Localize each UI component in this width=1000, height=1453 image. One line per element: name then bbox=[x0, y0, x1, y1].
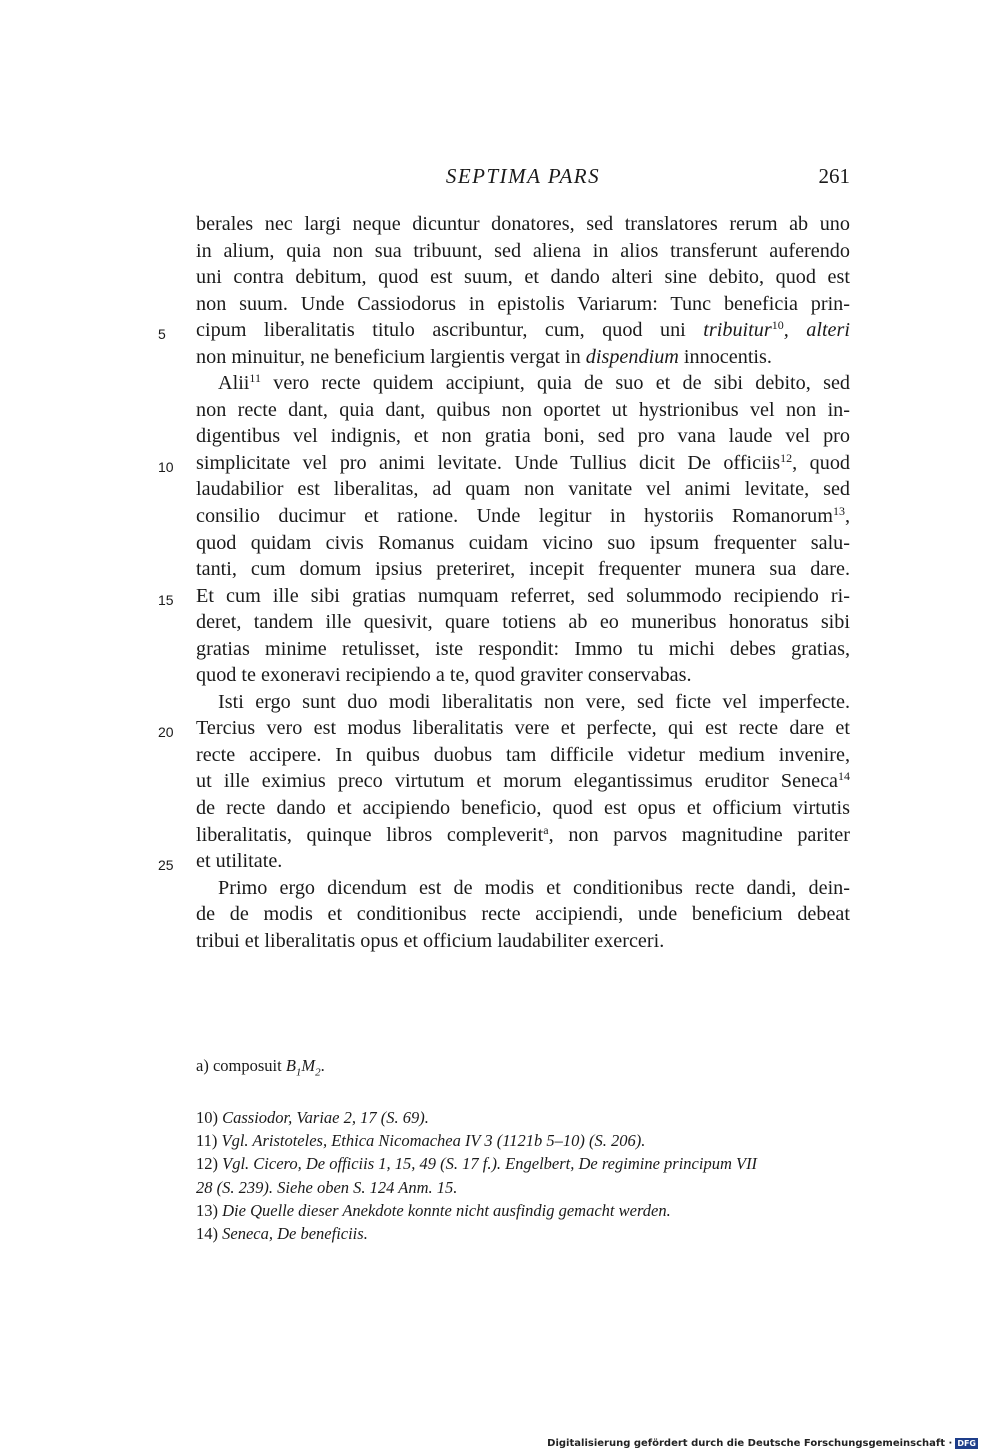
footnote-ref: 12 bbox=[780, 450, 793, 465]
footnote-ref: 11 bbox=[249, 371, 261, 386]
text-line bbox=[196, 556, 850, 583]
text-segment: , quod bbox=[792, 451, 851, 474]
text-line bbox=[196, 530, 850, 557]
text-line bbox=[196, 370, 850, 397]
text-line bbox=[158, 317, 850, 344]
italic-text: dispendium bbox=[585, 345, 679, 368]
footnote-number: 14) bbox=[196, 1224, 218, 1244]
text-segment: Primo ergo dicendum est de modis et conditionibus recte dandi, dein- bbox=[218, 876, 850, 899]
footnote-text: Vgl. Aristoteles, Ethica Nicomachea IV 3 (1121b 5–10) (S. 206). bbox=[221, 1131, 646, 1151]
footnote bbox=[196, 1152, 850, 1175]
italic-text: tribuitur bbox=[703, 319, 772, 342]
apparatus-siglum-1: B bbox=[285, 1056, 296, 1075]
apparatus-end: . bbox=[320, 1056, 325, 1075]
footnote bbox=[196, 1222, 850, 1245]
text-segment: Isti ergo sunt duo modi liberalitatis non vere, sed ficte vel imperfecte. bbox=[218, 690, 850, 713]
text-segment: non minuitur, ne beneficium largientis vergat in bbox=[196, 345, 586, 368]
footnote bbox=[196, 1129, 850, 1152]
text-line bbox=[196, 636, 850, 663]
text-segment: Alii bbox=[218, 372, 250, 395]
text-line bbox=[196, 264, 850, 291]
italic-text: , alteri bbox=[783, 319, 850, 342]
text-segment: liberalitatis, quinque libros compleverit bbox=[196, 823, 544, 846]
text-line bbox=[158, 715, 850, 742]
text-segment: , bbox=[844, 505, 850, 528]
text-line bbox=[196, 423, 850, 450]
text-segment: simplicitate vel pro animi levitate. Unde Tullius dicit De officiis bbox=[196, 451, 781, 474]
footnotes bbox=[196, 1106, 850, 1245]
text-segment: et utilitate. bbox=[196, 850, 283, 873]
text-segment: non recte dant, quia dant, quibus non oportet ut hystrionibus vel non in- bbox=[196, 398, 850, 421]
text-line bbox=[196, 344, 850, 371]
text-segment: uni contra debitum, quod est suum, et dando alteri sine debito, quod est bbox=[196, 266, 850, 289]
text-segment: in alium, quia non sua tribuunt, sed aliena in alios transferunt auferendo bbox=[196, 239, 850, 262]
footnote-number: 11) bbox=[196, 1131, 218, 1151]
dfg-logo: DFG bbox=[957, 1439, 976, 1448]
footnote-number: 12) bbox=[196, 1154, 218, 1174]
footnote-number: 13) bbox=[196, 1200, 218, 1220]
text-segment: tribui et liberalitatis opus et officium laudabiliter exerceri. bbox=[196, 929, 665, 952]
text-segment: innocentis. bbox=[678, 345, 772, 368]
text-segment: laudabilior est liberalitas, ad quam non vanitate vel animi levitate, sed bbox=[196, 478, 850, 501]
text-segment: gratias minime retulisset, iste respondit: Immo tu michi debes gratias, bbox=[196, 637, 850, 660]
text-segment: ut ille eximius preco virtutum et morum elegantissimus eruditor Seneca bbox=[196, 770, 838, 793]
text-line bbox=[196, 689, 850, 716]
text-segment: Tercius vero est modus liberalitatis vere et perfecte, qui est recte dare et bbox=[196, 717, 850, 740]
text-segment: berales nec largi neque dicuntur donatores, sed translatores rerum ab uno bbox=[196, 213, 850, 235]
text-line bbox=[196, 795, 850, 822]
footnote-ref: 14 bbox=[838, 769, 850, 784]
funding-text: Digitalisierung gefördert durch die Deutsche Forschungsgemeinschaft · bbox=[547, 1438, 953, 1449]
footnote-text: Die Quelle dieser Anekdote konnte nicht ausfindig gemacht werden. bbox=[222, 1200, 671, 1220]
critical-apparatus bbox=[196, 1056, 850, 1078]
text-line bbox=[158, 583, 850, 610]
text-line bbox=[196, 291, 850, 318]
footnote bbox=[196, 1199, 850, 1222]
line-number: 10 bbox=[158, 458, 174, 475]
text-line bbox=[196, 397, 850, 424]
text-segment: Et cum ille sibi gratias numquam referret, sed solummodo recipiendo ri- bbox=[196, 584, 850, 607]
text-line bbox=[196, 928, 850, 955]
apparatus-siglum-2: M bbox=[301, 1056, 316, 1075]
line-number: 20 bbox=[158, 724, 174, 741]
footnote-ref: a bbox=[543, 822, 549, 837]
text-line bbox=[196, 238, 850, 265]
text-segment: consilio ducimur et ratione. Unde legitur in hystoriis Romanorum bbox=[196, 505, 833, 528]
text-segment: de recte dando et accipiendo beneficio, quod est opus et officium virtutis bbox=[196, 797, 850, 820]
text-line bbox=[196, 901, 850, 928]
text-line bbox=[196, 211, 850, 238]
footnote bbox=[196, 1106, 850, 1129]
footnote-text: Seneca, De beneficiis. bbox=[222, 1224, 368, 1244]
footnote-ref: 13 bbox=[832, 504, 845, 519]
text-line bbox=[196, 742, 850, 769]
text-segment: quod te exoneravi recipiendo a te, quod graviter conservabas. bbox=[196, 664, 692, 687]
text-line bbox=[196, 662, 850, 689]
footnote-number: 10) bbox=[196, 1108, 218, 1127]
text-segment: de de modis et conditionibus recte accipiendi, unde beneficium debeat bbox=[196, 903, 850, 926]
footnote-text: 28 (S. 239). Siehe oben S. 124 Anm. 15. bbox=[196, 1177, 458, 1197]
page-number: 261 bbox=[818, 164, 850, 188]
text-segment: digentibus vel indignis, et non gratia boni, sed pro vana laude vel pro bbox=[196, 425, 850, 448]
text-line bbox=[196, 476, 850, 503]
text-line bbox=[196, 875, 850, 902]
line-number: 15 bbox=[158, 591, 174, 608]
text-segment: recte accipere. In quibus duobus tam difficile videtur medium invenire, bbox=[196, 743, 850, 766]
footnote-text: Vgl. Cicero, De officiis 1, 15, 49 (S. 17 f.). Engelbert, De regimine principum VII bbox=[222, 1154, 758, 1174]
text-line bbox=[196, 503, 850, 530]
text-segment: , non parvos magnitudine pariter bbox=[548, 823, 850, 846]
text-segment: deret, tandem ille quesivit, quare totiens ab eo muneribus honoratus sibi bbox=[196, 611, 850, 634]
text-segment: vero recte quidem accipiunt, quia de suo et de sibi debito, sed bbox=[260, 372, 850, 395]
main-text bbox=[158, 211, 851, 954]
text-segment: non suum. Unde Cassiodorus in epistolis Variarum: Tunc beneficia prin- bbox=[196, 292, 850, 315]
text-segment: tanti, cum domum ipsius preteriret, incepit frequenter munera sua dare. bbox=[196, 558, 850, 581]
running-header bbox=[196, 164, 850, 194]
apparatus-siglum-1-sub: 1 bbox=[295, 1066, 302, 1079]
text-segment: cipum liberalitatis titulo ascribuntur, cum, quod uni bbox=[196, 319, 704, 342]
running-title: SEPTIMA PARS bbox=[445, 164, 601, 188]
apparatus-siglum-2-sub: 2 bbox=[315, 1066, 321, 1079]
footnote bbox=[196, 1176, 850, 1199]
apparatus-label: a) composuit bbox=[196, 1056, 286, 1075]
text-line bbox=[196, 822, 850, 849]
line-number: 5 bbox=[158, 326, 166, 343]
funding-note bbox=[547, 1438, 978, 1449]
footnote-text: Cassiodor, Variae 2, 17 (S. 69). bbox=[222, 1108, 429, 1127]
text-line bbox=[196, 609, 850, 636]
text-segment: quod quidam civis Romanus cuidam vicino suo ipsum frequenter salu- bbox=[196, 531, 850, 554]
text-line bbox=[158, 450, 851, 477]
text-line bbox=[196, 768, 850, 795]
line-number: 25 bbox=[158, 857, 174, 874]
text-line bbox=[158, 848, 850, 875]
footnote-ref: 10 bbox=[771, 318, 784, 333]
